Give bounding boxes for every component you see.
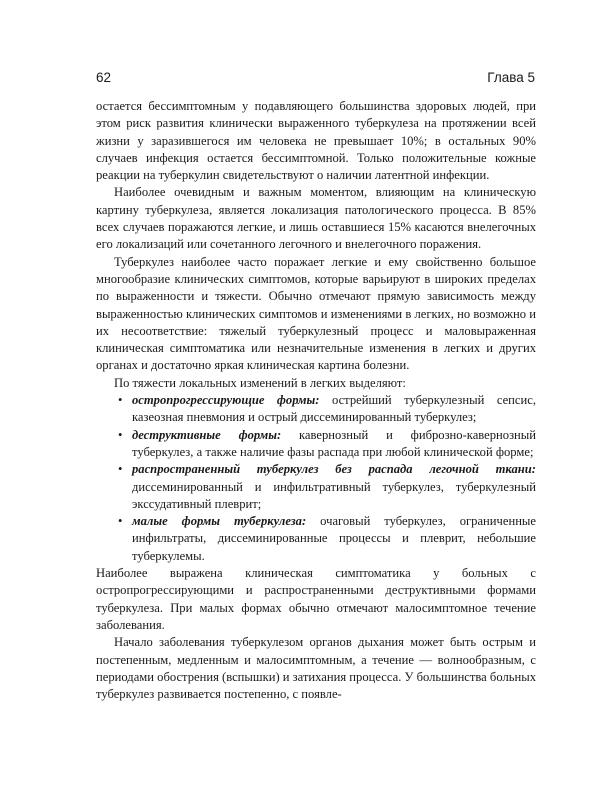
paragraph-continuation: остается бессимптомным у подавляющего большинства здоровых людей, при этом риск развития клинически выраженного туберкулеза на протяжении всей жизни у заразившегося им человека не превышает 10%; в остальных 90% случаев инфекция остается бессимптомной. Только положительные кожные реакции на туберкулин свидетельствуют о наличии латентной инфекции. (96, 99, 536, 183)
chapter-title: Глава 5 (487, 70, 535, 85)
page-body (96, 98, 536, 703)
severity-list (96, 392, 536, 565)
list-item (120, 427, 536, 462)
paragraph-list-intro: По тяжести локальных изменений в легких выделяют: (114, 375, 406, 390)
page-number: 62 (96, 70, 112, 85)
bullet-icon: • (118, 393, 123, 408)
list-item-term: распространенный туберкулез без распада легочной ткани: (132, 462, 536, 477)
list-item (120, 461, 536, 513)
paragraph-severity: Наиболее выражена клиническая симптоматика у больных с остропрогрессирующими и распространенными деструктивными формами туберкулеза. При малых формах обычно отмечают малосимптомное течение заболевания. (96, 566, 536, 632)
paragraph-symptoms: Туберкулез наиболее часто поражает легкие и ему свойственно большое многообразие клинических симптомов, которые варьируют в широких пределах по выраженности и тяжести. Обычно отмечают прямую зависимость между выраженностью клинических симптомов и изменениями в легких, но возможно и их несоответствие: тяжелый туберкулезный процесс и маловыраженная клиническая симптоматика или незначительные изменения в легких и других органах и достаточно яркая клиническая картина болезни. (96, 254, 536, 373)
list-item-term: малые формы туберкулеза: (132, 514, 307, 529)
list-item-text: диссеминированный и инфильтративный туберкулез, туберкулезный экссудативный плеврит; (132, 479, 536, 511)
bullet-icon: • (118, 514, 123, 529)
paragraph-localization: Наиболее очевидным и важным моментом, влияющим на клиническую картину туберкулеза, является локализация патологического процесса. В 85% всех случаев поражаются легкие, и лишь оставшиеся 15% касаются внелегочных его локализаций или сочетанного легочного и внелегочного поражения. (96, 185, 536, 252)
paragraph-onset: Начало заболевания туберкулезом органов дыхания может быть острым и постепенным, медленным и малосимптомным, а течение — волнообразным, с периодами обострения (вспышки) и затихания процесса. У большинства больных туберкулез развивается постепенно, с появле- (96, 635, 536, 702)
list-item-text: кавернозный и фиброзно-кавернозный туберкулез, а также наличие фазы распада при любой клинической форме; (132, 427, 536, 459)
list-item-text: очаговый туберкулез, ограниченные инфильтраты, диссеминированные процессы и плеврит, небольшие туберкулемы. (132, 514, 536, 563)
page-header (96, 70, 535, 85)
list-item-term: деструктивные формы: (132, 427, 282, 442)
bullet-icon: • (118, 427, 123, 442)
bullet-icon: • (118, 462, 123, 477)
list-item-text: острейший туберкулезный сепсис, казеозная пневмония и острый диссеминированный туберкулез; (132, 393, 536, 425)
list-item (120, 513, 536, 565)
list-item (120, 392, 536, 427)
list-item-term: остропрогрессирующие формы: (132, 393, 320, 408)
